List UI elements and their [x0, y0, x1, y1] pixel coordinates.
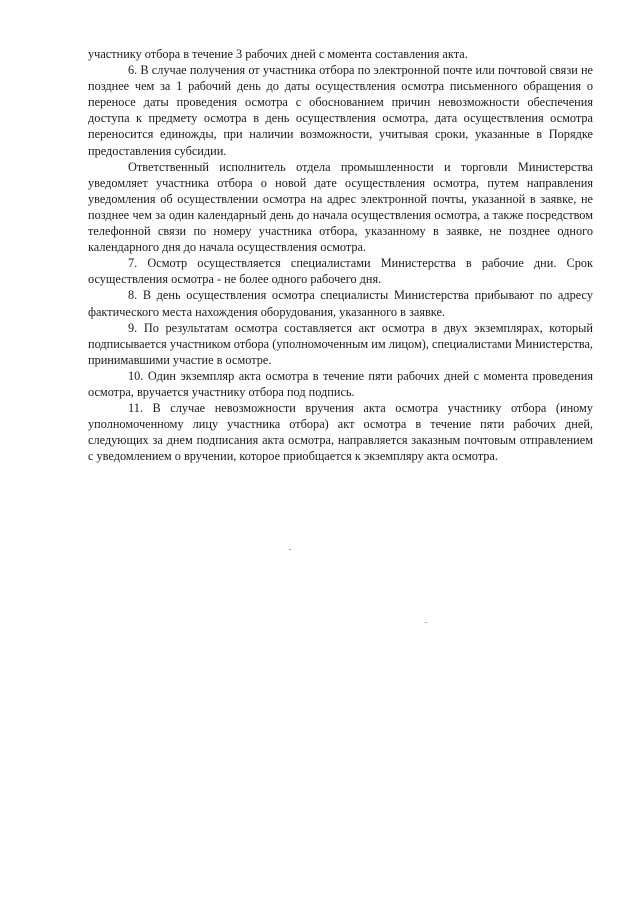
paragraph-item-10: 10. Один экземпляр акта осмотра в течение пяти рабочих дней с момента проведения осмотра, вручается участнику отбора под подпись.: [88, 368, 593, 399]
paragraph-item-9: 9. По результатам осмотра составляется акт осмотра в двух экземплярах, который подписывается участником отбора (уполномоченным им лицом), специалистами Министерства, принимавшими участие в осмотре.: [88, 320, 593, 367]
paragraph-item-6: 6. В случае получения от участника отбора по электронной почте или почтовой связи не позднее чем за 1 рабочий день до даты осуществления осмотра письменного обращения о переносе даты проведения осмотра с обоснованием причин невозможности обеспечения доступа к предмету осмотра в день осуществления осмотра, дата осуществления осмотра переносится единожды, при наличии возможности, учитывая сроки, указанные в Порядке предоставления субсидии.: [88, 63, 593, 158]
paragraph-item-7: 7. Осмотр осуществляется специалистами Министерства в рабочие дни. Срок осуществления осмотра - не более одного рабочего дня.: [88, 256, 593, 287]
scan-artifact: [289, 549, 291, 550]
document-body: [88, 46, 593, 464]
paragraph-responsible-executor: Ответственный исполнитель отдела промышленности и торговли Министерства уведомляет участника отбора о новой дате осуществления осмотра, путем направления уведомления об осуществлении осмотра на адрес электронной почты, указанной в заявке, не позднее чем за один календарный день до начала осуществления осмотра, а также посредством телефонной связи по номеру участника отбора, указанному в заявке, не позднее одного календарного дня до начала осуществления осмотра.: [88, 159, 593, 255]
scan-artifact: [425, 622, 427, 623]
paragraph-item-8: 8. В день осуществления осмотра специалисты Министерства прибывают по адресу фактического места нахождения оборудования, указанного в заявке.: [88, 288, 593, 319]
paragraph-continuation: участнику отбора в течение 3 рабочих дней с момента составления акта.: [88, 47, 468, 61]
paragraph-item-11: 11. В случае невозможности вручения акта осмотра участнику отбора (иному уполномоченному лицу участника отбора) акт осмотра в течение пяти рабочих дней, следующих за днем подписания акта осмотра, направляется заказным почтовым отправлением с уведомлением о вручении, которое приобщается к экземпляру акта осмотра.: [88, 401, 593, 464]
